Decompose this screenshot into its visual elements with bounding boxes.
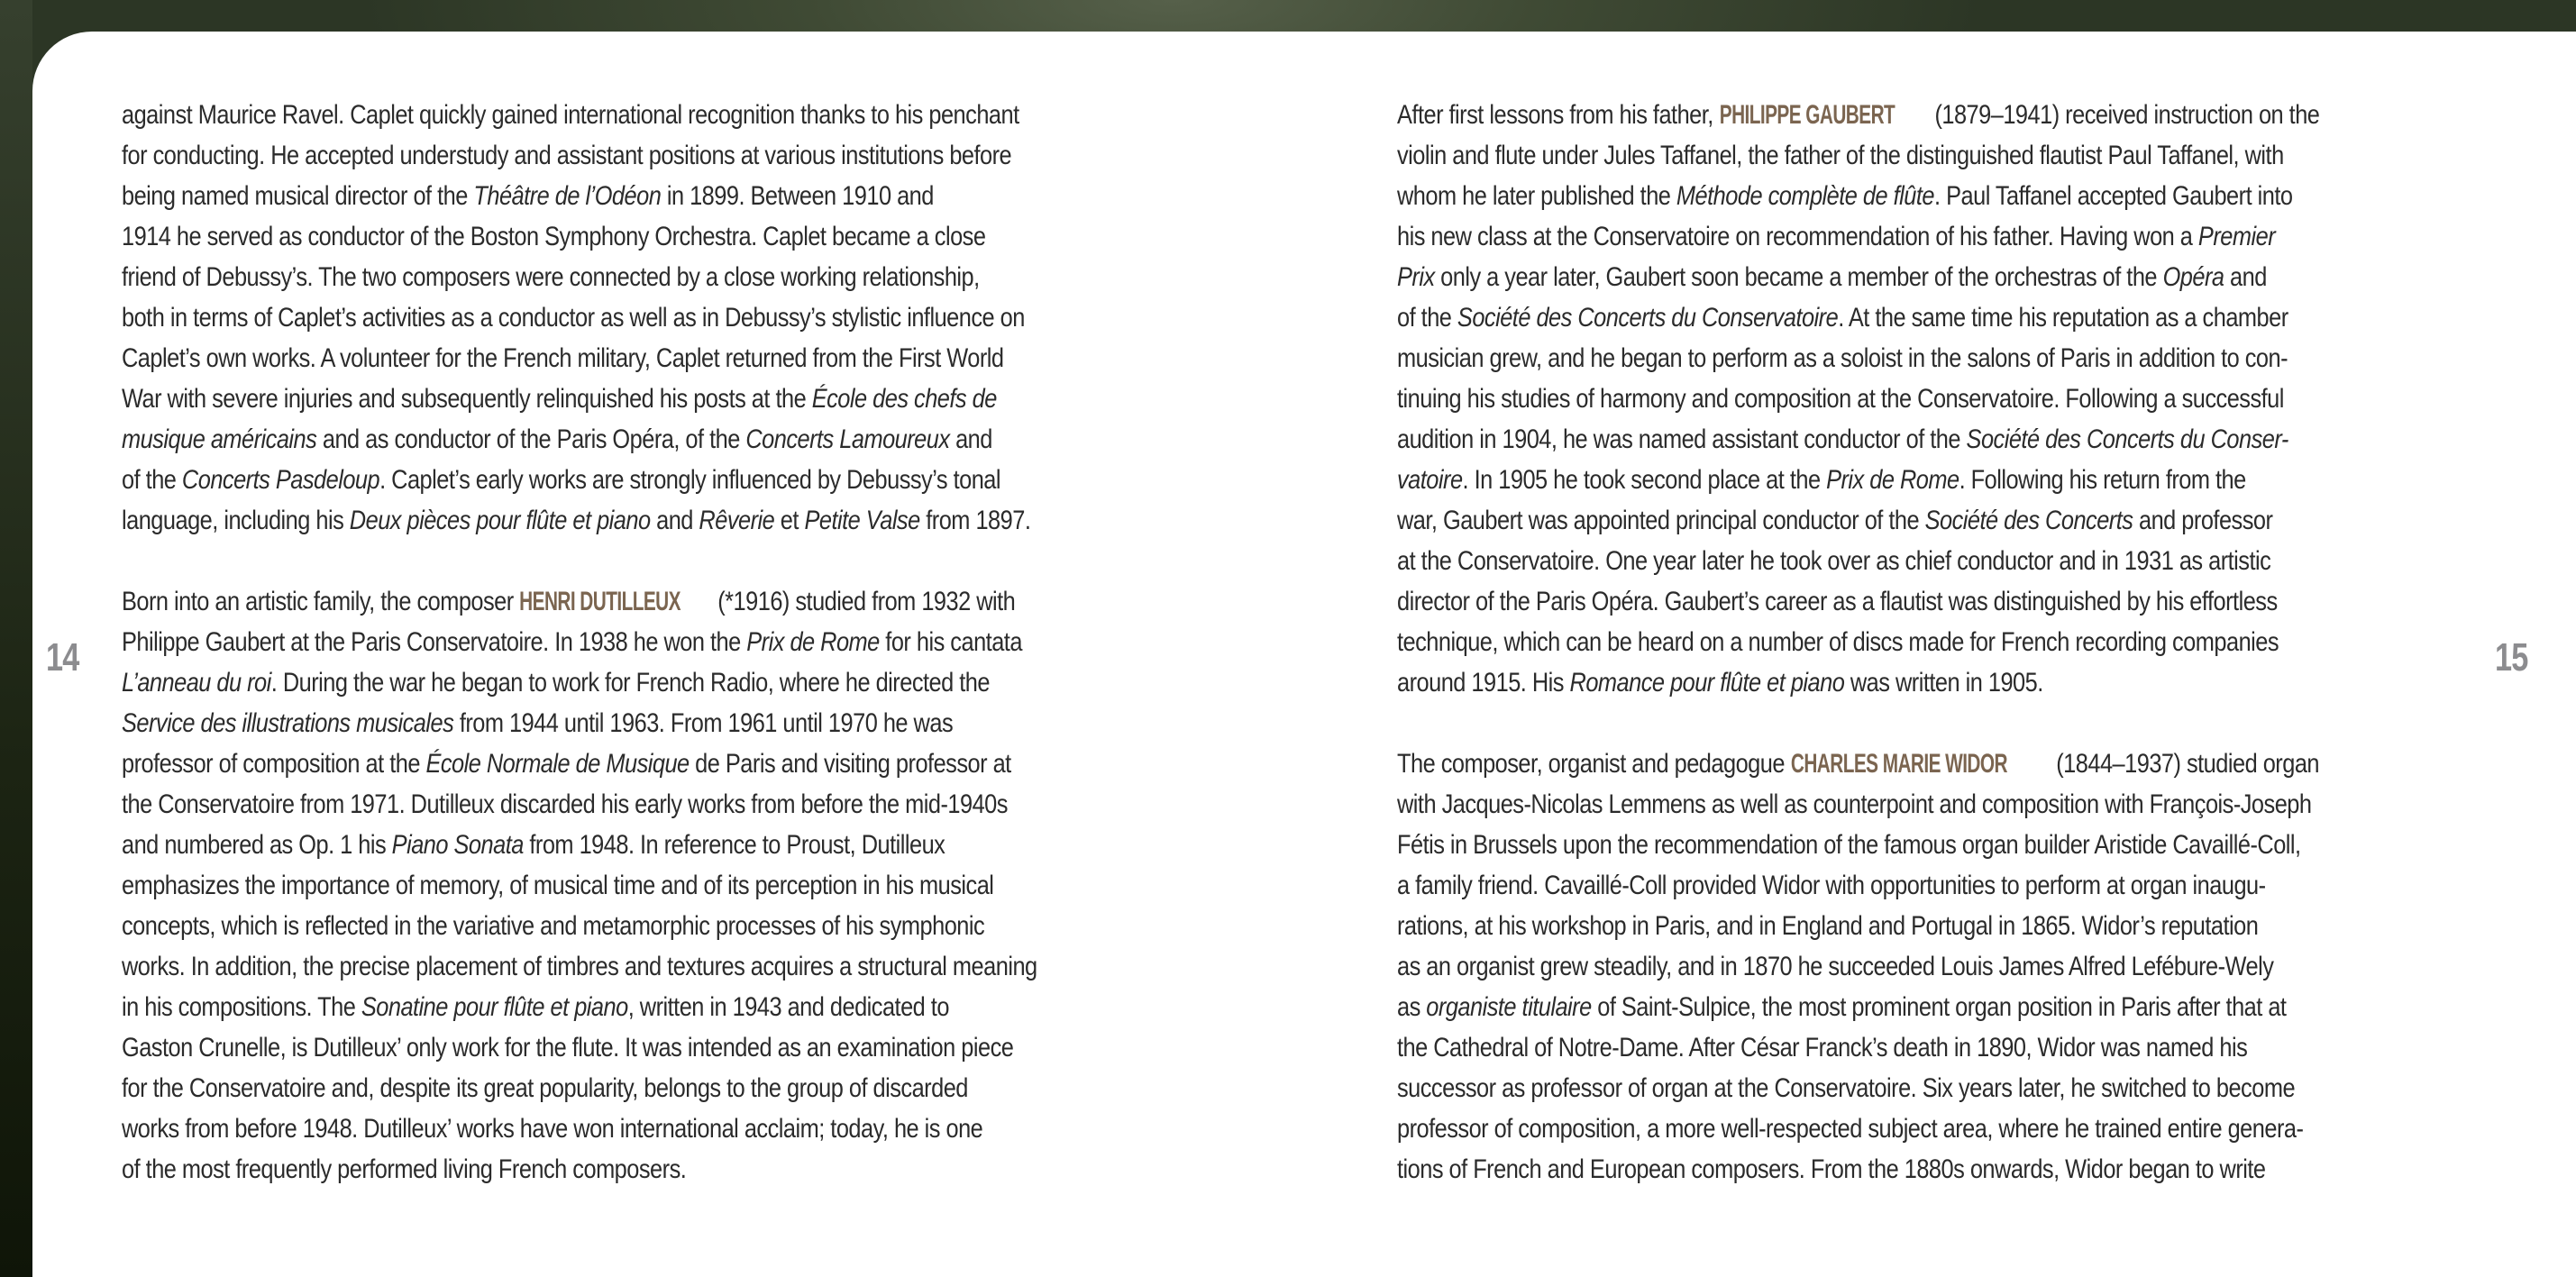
text-run: (1879–1941) received instruction on the (1928, 100, 2320, 130)
text-line (122, 987, 1033, 1027)
text-run: of the most frequently performed living French composers. (122, 1154, 687, 1184)
text-run: war, Gaubert was appointed principal conductor of the (1397, 506, 1925, 535)
italic-title: L’anneau du roi (122, 668, 271, 698)
italic-title: vatoire (1397, 465, 1463, 495)
background-left-edge (0, 0, 32, 1277)
text-run: Born into an artistic family, the composer (122, 587, 520, 616)
text-line (1397, 1149, 2316, 1190)
text-run: et (774, 506, 805, 535)
text-run: from 1948. In reference to Proust, Dutilleux (523, 830, 945, 860)
text-line (1397, 622, 2316, 662)
text-line (1397, 987, 2316, 1027)
text-line (1397, 419, 2316, 460)
left-page-text (122, 95, 1181, 1190)
text-run: for conducting. He accepted understudy and assistant positions at various institutions before (122, 141, 1012, 170)
text-run: , written in 1943 and dedicated to (627, 992, 949, 1022)
text-line (122, 703, 1033, 743)
text-line (122, 1027, 1033, 1068)
text-run: tinuing his studies of harmony and composition at the Conservatoire. Following a successful (1397, 384, 2284, 414)
text-run: of the (1397, 303, 1457, 333)
composer-name: CHARLES MARIE WIDOR (1790, 749, 2007, 779)
italic-title: Service des illustrations musicales (122, 708, 454, 738)
text-line (122, 176, 1033, 216)
italic-title: Romance pour flûte et piano (1569, 668, 1845, 698)
text-line (1397, 865, 2316, 906)
text-line (1397, 1027, 2316, 1068)
italic-title: Société des Concerts du Conservatoire (1457, 303, 1839, 333)
text-line (122, 825, 1033, 865)
text-run: After first lessons from his father, (1397, 100, 1720, 130)
text-run: . In 1905 he took second place at the (1462, 465, 1827, 495)
text-line (122, 95, 1033, 135)
text-run: whom he later published the (1397, 181, 1676, 211)
text-line (1397, 1068, 2316, 1108)
text-run: 1914 he served as conductor of the Boston Symphony Orchestra. Caplet became a close (122, 222, 986, 251)
paragraph (122, 581, 1181, 1190)
text-run: works. In addition, the precise placement of timbres and textures acquires a structural meaning (122, 952, 1037, 981)
text-run: tions of French and European composers. From the 1880s onwards, Widor began to write (1397, 1154, 2266, 1184)
italic-title: Société des Concerts du Conser- (1966, 424, 2288, 454)
text-line (1397, 176, 2316, 216)
text-line (122, 135, 1033, 176)
text-run: works from before 1948. Dutilleux’ works have won international acclaim; today, he is one (122, 1114, 983, 1144)
italic-title: Prix (1397, 262, 1435, 292)
text-run: his new class at the Conservatoire on recommendation of his father. Having won a (1397, 222, 2198, 251)
page-number-right: 15 (2495, 635, 2528, 680)
italic-title: Concerts Pasdeloup (181, 465, 380, 495)
paragraph-gap (122, 541, 1181, 581)
text-run: . At the same time his reputation as a chamber (1838, 303, 2288, 333)
text-line (122, 297, 1033, 338)
text-run: of Saint-Sulpice, the most prominent organ position in Paris after that at (1591, 992, 2287, 1022)
text-line (122, 865, 1033, 906)
italic-title: Petite Valse (804, 506, 920, 535)
text-line (1397, 784, 2316, 825)
text-line (1397, 95, 2320, 135)
text-line (1397, 541, 2316, 581)
text-run: audition in 1904, he was named assistant conductor of the (1397, 424, 1967, 454)
text-line (1397, 297, 2316, 338)
italic-title: Sonatine pour flûte et piano (361, 992, 628, 1022)
text-line (1397, 946, 2316, 987)
italic-title: Méthode complète de flûte (1676, 181, 1935, 211)
italic-title: École Normale de Musique (425, 749, 690, 779)
text-run: from 1897. (919, 506, 1031, 535)
text-run: and numbered as Op. 1 his (122, 830, 392, 860)
text-run: a family friend. Cavaillé-Coll provided Widor with opportunities to perform at organ inaugu- (1397, 871, 2266, 900)
paragraph (1397, 743, 2465, 1190)
text-run: emphasizes the importance of memory, of musical time and of its perception in his musical (122, 871, 994, 900)
text-run: director of the Paris Opéra. Gaubert’s career as a flautist was distinguished by his effortless (1397, 587, 2278, 616)
text-line (1397, 662, 2316, 703)
italic-title: Société des Concerts (1924, 506, 2133, 535)
text-run: and as conductor of the Paris Opéra, of the (316, 424, 746, 454)
paragraph (122, 95, 1181, 541)
text-run: professor of composition at the (122, 749, 426, 779)
text-line (122, 581, 1033, 622)
text-run: in 1899. Between 1910 and (661, 181, 934, 211)
text-line (122, 1149, 1033, 1190)
text-run: Caplet’s own works. A volunteer for the French military, Caplet returned from the First World (122, 343, 1004, 373)
text-run: concepts, which is reflected in the variative and metamorphic processes of his symphonic (122, 911, 985, 941)
composer-name: PHILIPPE GAUBERT (1719, 100, 1895, 130)
text-run: violin and flute under Jules Taffanel, the father of the distinguished flautist Paul Taffanel, with (1397, 141, 2284, 170)
text-line (122, 906, 1033, 946)
text-run: (1844–1937) studied organ (2050, 749, 2320, 779)
text-run: successor as professor of organ at the Conservatoire. Six years later, he switched to become (1397, 1073, 2296, 1103)
italic-title: Théâtre de l’Odéon (473, 181, 662, 211)
composer-name: HENRI DUTILLEUX (519, 587, 681, 616)
text-line (122, 257, 1033, 297)
text-run: and (949, 424, 992, 454)
text-line (122, 379, 1033, 419)
text-line (122, 784, 1033, 825)
text-run: at the Conservatoire. One year later he took over as chief conductor and in 1931 as artistic (1397, 546, 2271, 576)
italic-title: Prix de Rome (746, 627, 880, 657)
text-run: language, including his (122, 506, 350, 535)
text-run: from 1944 until 1963. From 1961 until 1970 he was (453, 708, 954, 738)
text-run: as (1397, 992, 1427, 1022)
text-run: the Cathedral of Notre-Dame. After César Franck’s death in 1890, Widor was named his (1397, 1033, 2248, 1063)
text-line (122, 622, 1033, 662)
italic-title: organiste titulaire (1426, 992, 1592, 1022)
text-run: around 1915. His (1397, 668, 1570, 698)
text-run: musician grew, and he began to perform as a soloist in the salons of Paris in addition to con- (1397, 343, 2288, 373)
text-line (122, 419, 1033, 460)
text-run: . During the war he began to work for French Radio, where he directed the (270, 668, 990, 698)
text-run: and (650, 506, 699, 535)
text-run: for his cantata (879, 627, 1022, 657)
text-line (1397, 460, 2316, 500)
text-line (1397, 581, 2316, 622)
text-line (1397, 500, 2316, 541)
text-line (122, 743, 1033, 784)
text-run: Philippe Gaubert at the Paris Conservatoire. In 1938 he won the (122, 627, 747, 657)
text-run: Fétis in Brussels upon the recommendation of the famous organ builder Aristide Cavaillé-Coll, (1397, 830, 2301, 860)
paragraph-gap (1397, 703, 2465, 743)
text-run: of the (122, 465, 182, 495)
right-page-text (1397, 95, 2465, 1190)
text-line (1397, 216, 2316, 257)
text-run: . Paul Taffanel accepted Gaubert into (1934, 181, 2293, 211)
text-run: in his compositions. The (122, 992, 361, 1022)
text-run: only a year later, Gaubert soon became a member of the orchestras of the (1434, 262, 2163, 292)
text-line (122, 1068, 1033, 1108)
paragraph (1397, 95, 2465, 703)
text-line (122, 1108, 1033, 1149)
italic-title: musique américains (122, 424, 317, 454)
text-line (1397, 135, 2316, 176)
text-line (1397, 1108, 2316, 1149)
text-run: was written in 1905. (1844, 668, 2043, 698)
text-run: with Jacques-Nicolas Lemmens as well as counterpoint and composition with François-Joseph (1397, 789, 2312, 819)
text-run: de Paris and visiting professor at (689, 749, 1011, 779)
text-line (1397, 257, 2316, 297)
text-run: the Conservatoire from 1971. Dutilleux discarded his early works from before the mid-1940s (122, 789, 1008, 819)
text-run: Gaston Crunelle, is Dutilleux’ only work for the flute. It was intended as an examination piece (122, 1033, 1014, 1063)
text-run: rations, at his workshop in Paris, and in England and Portugal in 1865. Widor’s reputation (1397, 911, 2259, 941)
text-line (1397, 825, 2316, 865)
text-run: technique, which can be heard on a number of discs made for French recording companies (1397, 627, 2279, 657)
text-run: (*1916) studied from 1932 with (711, 587, 1016, 616)
text-run: . Caplet’s early works are strongly influenced by Debussy’s tonal (379, 465, 1001, 495)
italic-title: Concerts Lamoureux (745, 424, 950, 454)
text-run: both in terms of Caplet’s activities as a conductor as well as in Debussy’s stylistic influence on (122, 303, 1025, 333)
text-run: and (2224, 262, 2267, 292)
text-line (1397, 743, 2320, 784)
italic-title: Deux pièces pour flûte et piano (349, 506, 651, 535)
italic-title: Piano Sonata (391, 830, 524, 860)
text-run: The composer, organist and pedagogue (1397, 749, 1791, 779)
text-line (1397, 906, 2316, 946)
text-line (1397, 338, 2316, 379)
text-run: as an organist grew steadily, and in 1870 he succeeded Louis James Alfred Lefébure-Wely (1397, 952, 2274, 981)
text-run: friend of Debussy’s. The two composers were connected by a close working relationship, (122, 262, 980, 292)
italic-title: École des chefs de (811, 384, 997, 414)
italic-title: Rêverie (699, 506, 775, 535)
text-line (122, 460, 1033, 500)
text-line (122, 662, 1033, 703)
text-line (122, 500, 1033, 541)
italic-title: Prix de Rome (1826, 465, 1959, 495)
text-run: War with severe injuries and subsequently relinquished his posts at the (122, 384, 812, 414)
text-run: . Following his return from the (1959, 465, 2246, 495)
text-line (122, 946, 1037, 987)
text-run: and professor (2133, 506, 2273, 535)
text-line (122, 338, 1033, 379)
italic-title: Premier (2197, 222, 2276, 251)
page-number-left: 14 (46, 635, 79, 680)
text-run: for the Conservatoire and, despite its great popularity, belongs to the group of discarded (122, 1073, 968, 1103)
text-run: being named musical director of the (122, 181, 474, 211)
text-line (122, 216, 1033, 257)
text-run: against Maurice Ravel. Caplet quickly gained international recognition thanks to his penchant (122, 100, 1019, 130)
text-run: professor of composition, a more well-respected subject area, where he trained entire genera- (1397, 1114, 2304, 1144)
text-line (1397, 379, 2316, 419)
italic-title: Opéra (2162, 262, 2224, 292)
